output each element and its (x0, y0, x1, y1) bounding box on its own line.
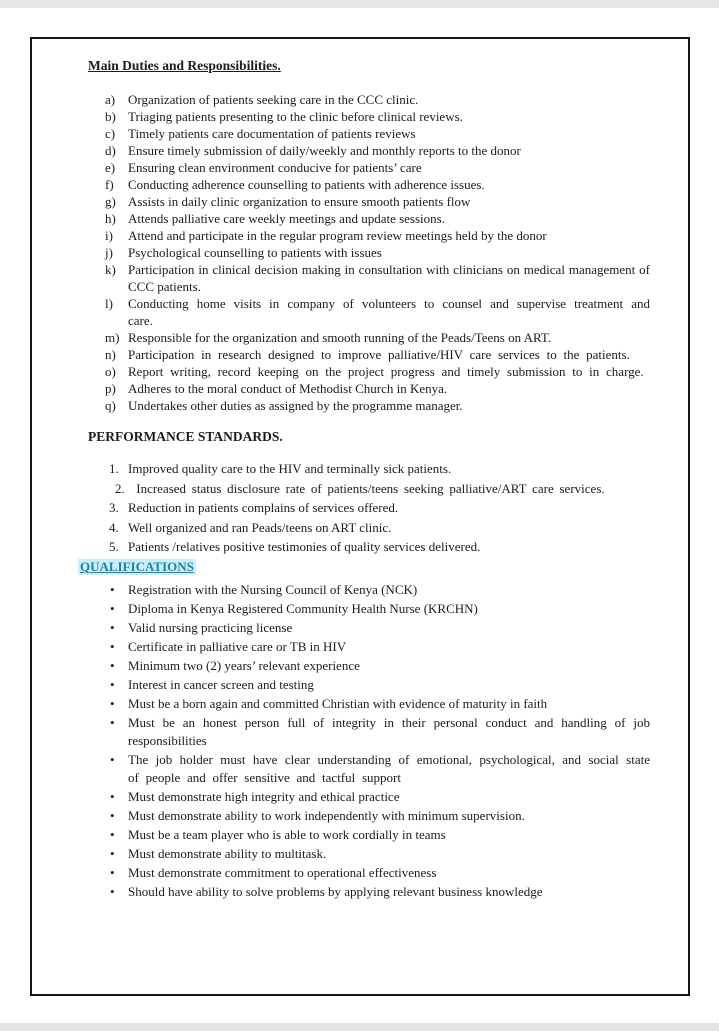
item-text: Psychological counselling to patients with issues (128, 245, 382, 260)
item-text: Minimum two (2) years’ relevant experience (128, 657, 360, 673)
qualification-list-item (88, 864, 650, 882)
bullet-icon (110, 600, 128, 618)
bullet-icon (110, 676, 128, 694)
item-text: Must demonstrate ability to work independently with minimum supervision. (128, 807, 525, 823)
item-text: Ensure timely submission of daily/weekly and monthly reports to the donor (128, 143, 521, 158)
duties-list (88, 91, 650, 414)
item-label: m) (105, 330, 120, 345)
item-label: b) (105, 109, 116, 124)
item-label: h) (105, 211, 116, 226)
qualification-list-item (88, 751, 650, 787)
item-text: Must demonstrate commitment to operational effectiveness (128, 864, 437, 880)
duty-list-item (88, 193, 650, 210)
qualification-list-item (88, 676, 650, 694)
item-label: g) (105, 194, 116, 209)
item-text: Certificate in palliative care or TB in HIV (128, 638, 347, 654)
item-label: n) (105, 347, 116, 362)
document-page (30, 37, 690, 996)
bullet-icon (110, 638, 128, 656)
item-label: 1. (109, 461, 119, 476)
bullet-icon (110, 883, 128, 901)
duty-list-item (88, 363, 650, 380)
top-window-strip (0, 0, 719, 8)
item-text: Organization of patients seeking care in the CCC clinic. (128, 92, 419, 107)
bullet-icon (110, 788, 128, 806)
bullet-icon (110, 619, 128, 637)
qualification-list-item (88, 638, 650, 656)
item-label: c) (105, 126, 116, 141)
item-text: Attends palliative care weekly meetings and update sessions. (128, 211, 445, 226)
qualifications-list (88, 581, 650, 901)
item-text: Improved quality care to the HIV and terminally sick patients. (128, 461, 452, 476)
item-label: l) (105, 296, 113, 311)
item-text: Report writing, record keeping on the project progress and timely submission to in charge. (128, 364, 644, 379)
qualification-list-item (88, 845, 650, 863)
bullet-icon (110, 657, 128, 675)
item-text: Interest in cancer screen and testing (128, 676, 314, 692)
item-text: Attend and participate in the regular program review meetings held by the donor (128, 228, 547, 243)
item-label: d) (105, 143, 116, 158)
item-text: Conducting home visits in company of volunteers to counsel and supervise treatment and care. (128, 296, 650, 328)
item-text: Must demonstrate ability to multitask. (128, 845, 327, 861)
item-text: Valid nursing practicing license (128, 619, 293, 635)
duty-list-item (88, 346, 650, 363)
bullet-icon (110, 864, 128, 882)
item-label: i) (105, 228, 113, 243)
item-text: The job holder must have clear understanding of emotional, psychological, and social state of people and offer sensitive and tactful support (128, 751, 650, 785)
duty-list-item (88, 295, 650, 329)
item-text: Registration with the Nursing Council of Kenya (NCK) (128, 581, 418, 597)
qualification-list-item (88, 657, 650, 675)
bullet-icon (110, 845, 128, 863)
item-text: Must demonstrate high integrity and ethical practice (128, 788, 400, 804)
item-label: p) (105, 381, 116, 396)
duty-list-item (88, 125, 650, 142)
item-label: 5. (109, 539, 119, 554)
duty-list-item (88, 329, 650, 346)
item-text: Should have ability to solve problems by applying relevant business knowledge (128, 883, 543, 899)
item-label: o) (105, 364, 116, 379)
item-text: Reduction in patients complains of services offered. (128, 500, 399, 515)
item-text: Participation in research designed to improve palliative/HIV care services to the patients. (128, 347, 630, 362)
qualification-list-item (88, 714, 650, 750)
item-text: Well organized and ran Peads/teens on ART clinic. (128, 519, 392, 535)
duty-list-item (88, 261, 650, 295)
duty-list-item (88, 142, 650, 159)
item-text: Adheres to the moral conduct of Methodist Church in Kenya. (128, 381, 448, 396)
duties-heading: Main Duties and Responsibilities. (88, 58, 281, 73)
bottom-window-strip (0, 1023, 719, 1031)
item-text: Must be an honest person full of integrity in their personal conduct and handling of job responsibilities (128, 714, 650, 748)
item-text: Conducting adherence counselling to patients with adherence issues. (128, 177, 485, 192)
duty-list-item (88, 108, 650, 125)
qualification-list-item (88, 807, 650, 825)
performance-item (85, 479, 650, 499)
item-label: e) (105, 160, 116, 175)
qualification-list-item (88, 788, 650, 806)
item-label: 4. (109, 519, 119, 535)
qualification-list-item (88, 619, 650, 637)
item-text: Increased status disclosure rate of patients/teens seeking palliative/ART care services. (136, 480, 605, 496)
item-text: Undertakes other duties as assigned by the programme manager. (128, 398, 463, 413)
item-text: Patients /relatives positive testimonies of quality services delivered. (128, 539, 481, 554)
bullet-icon (110, 714, 128, 732)
duty-list-item (88, 91, 650, 108)
qualification-list-item (88, 581, 650, 599)
item-text: Ensuring clean environment conducive for patients’ care (128, 160, 422, 175)
performance-item (88, 459, 650, 479)
qualifications-heading[interactable]: QUALIFICATIONS (80, 558, 194, 574)
item-label: 3. (109, 500, 119, 515)
qualification-list-item (88, 695, 650, 713)
item-text: Participation in clinical decision making in consultation with clinicians on medical management of CCC patients. (128, 262, 650, 294)
item-text: Responsible for the organization and smooth running of the Peads/Teens on ART. (128, 330, 552, 345)
item-label: f) (105, 177, 114, 192)
bullet-icon (110, 581, 128, 599)
duty-list-item (88, 210, 650, 227)
item-text: Triaging patients presenting to the clinic before clinical reviews. (128, 109, 463, 124)
item-label: k) (105, 262, 116, 277)
duty-list-item (88, 397, 650, 414)
item-label: q) (105, 398, 116, 413)
bullet-icon (110, 695, 128, 713)
performance-item (88, 518, 650, 538)
item-text: Must be a team player who is able to work cordially in teams (128, 826, 446, 842)
duty-list-item (88, 159, 650, 176)
item-text: Timely patients care documentation of patients reviews (128, 126, 416, 141)
item-label: a) (105, 92, 116, 107)
duty-list-item (88, 244, 650, 261)
bullet-icon (110, 751, 128, 769)
performance-heading: PERFORMANCE STANDARDS. (88, 429, 283, 444)
qualification-list-item (88, 883, 650, 901)
qualification-list-item (88, 826, 650, 844)
duty-list-item (88, 227, 650, 244)
performance-list (88, 459, 650, 557)
qualification-list-item (88, 600, 650, 618)
item-label: j) (105, 245, 113, 260)
duty-list-item (88, 176, 650, 193)
item-label: 2. (115, 480, 125, 496)
item-text: Assists in daily clinic organization to ensure smooth patients flow (128, 194, 471, 209)
performance-item (88, 498, 650, 518)
duty-list-item (88, 380, 650, 397)
performance-item (88, 537, 650, 557)
bullet-icon (110, 826, 128, 844)
item-text: Diploma in Kenya Registered Community Health Nurse (KRCHN) (128, 600, 478, 616)
bullet-icon (110, 807, 128, 825)
item-text: Must be a born again and committed Christian with evidence of maturity in faith (128, 695, 548, 711)
